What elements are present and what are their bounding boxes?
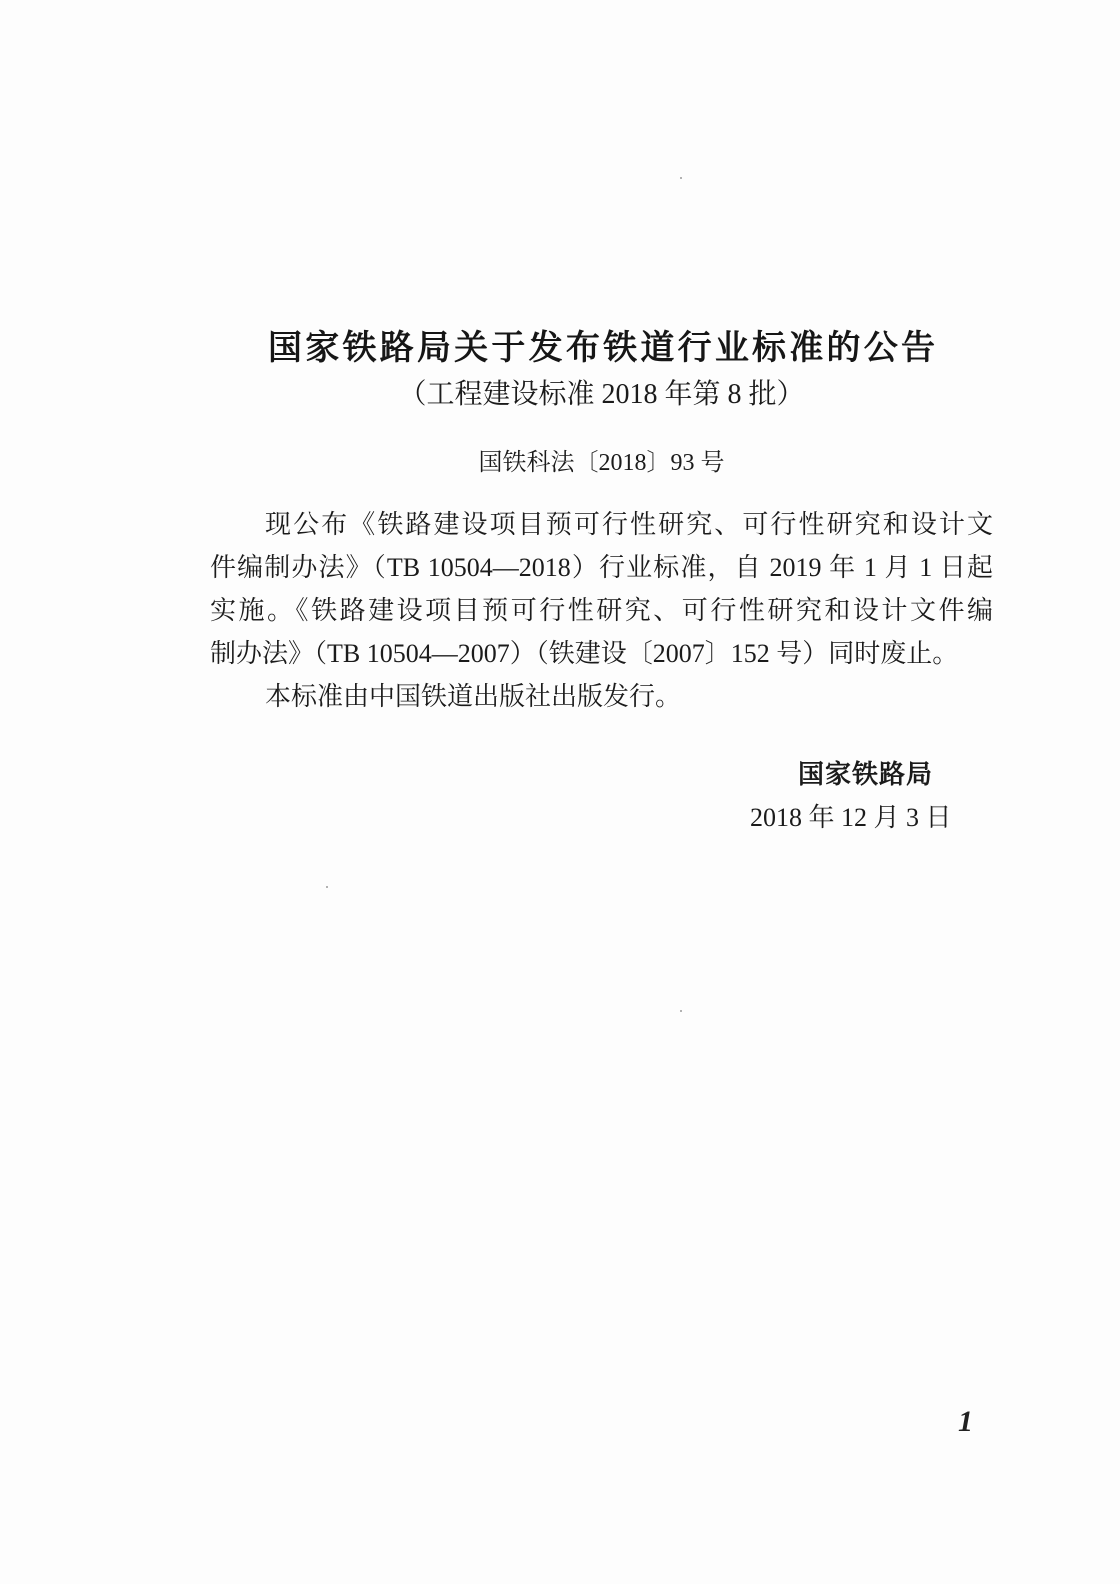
issue-date: 2018 年 12 月 3 日 (750, 803, 952, 832)
body-line: 件编制办法》（TB 10504—2018）行业标准，自 2019 年 1 月 1 日起 (210, 553, 993, 582)
body-line: 制办法》（TB 10504—2007）（铁建设〔2007〕152 号）同时废止。 (210, 639, 959, 668)
body-line: 实施。《铁路建设项目预可行性研究、可行性研究和设计文件编 (210, 596, 993, 625)
scan-speck (680, 177, 682, 179)
scan-speck (680, 1010, 682, 1012)
announcement-title: 国家铁路局关于发布铁道行业标准的公告 (268, 330, 935, 367)
body-line: 本标准由中国铁道出版社出版发行。 (265, 682, 682, 711)
page-number: 1 (958, 1405, 973, 1438)
scan-speck (326, 886, 328, 888)
announcement-subtitle: （工程建设标准 2018 年第 8 批） (398, 379, 805, 410)
issuer-name: 国家铁路局 (798, 760, 934, 789)
body-line: 现公布《铁路建设项目预可行性研究、可行性研究和设计文 (265, 510, 993, 539)
document-number: 国铁科法〔2018〕93 号 (478, 450, 725, 476)
